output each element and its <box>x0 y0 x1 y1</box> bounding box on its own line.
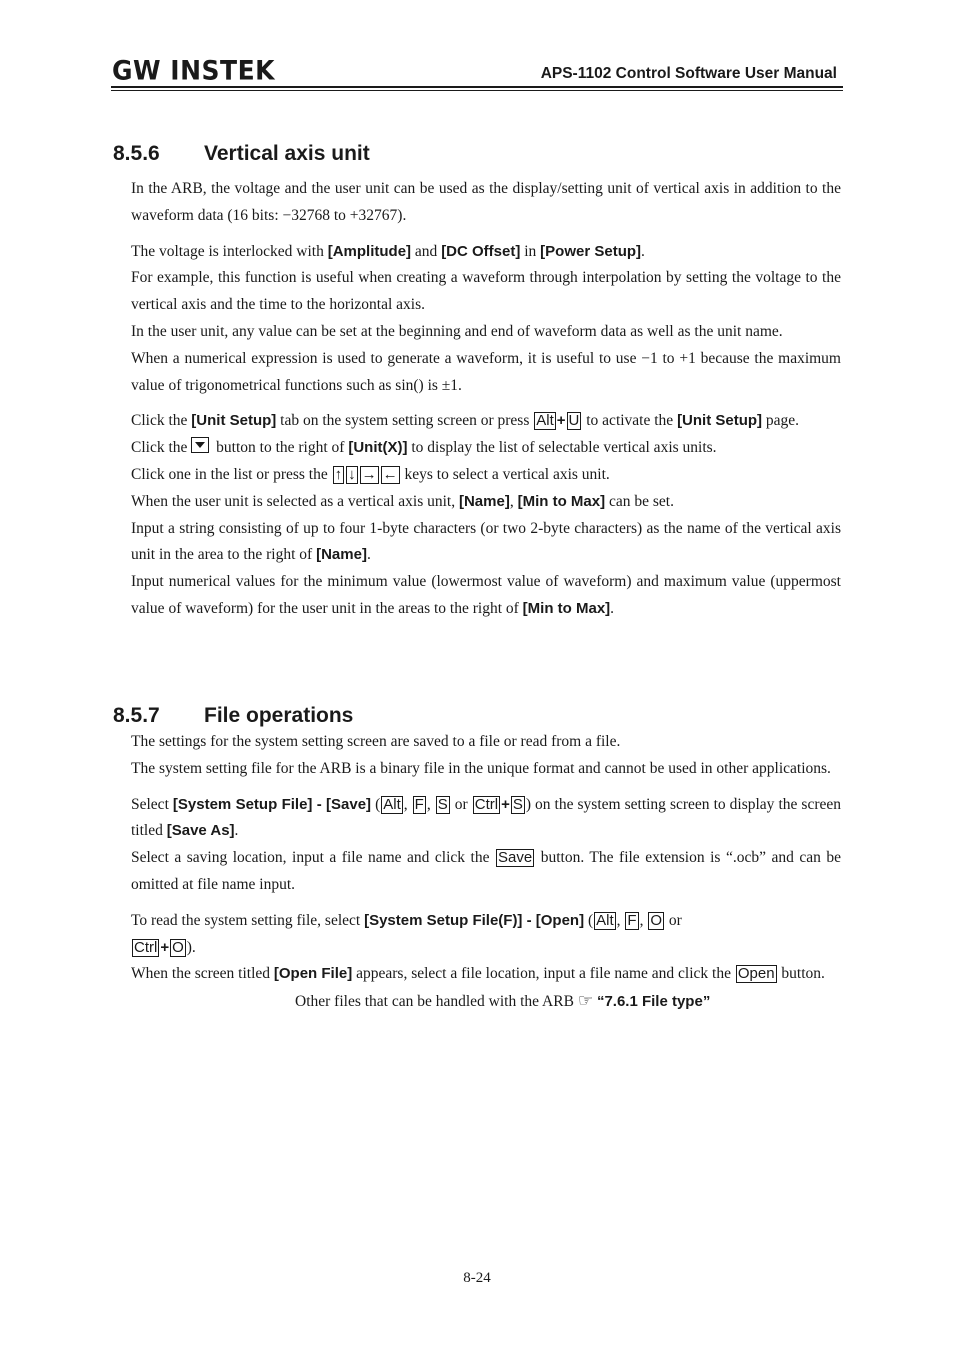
key-ctrl: Ctrl <box>474 795 499 813</box>
paragraph: When the user unit is selected as a vertical axis unit, [Name], [Min to Max] can be set. <box>131 492 674 510</box>
paragraph: Input numerical values for the minimum value (lowermost value of waveform) and maximum value (uppermost value of waveform) for the user unit in the areas to the right of [Min to Max]. <box>131 573 841 617</box>
paragraph: When a numerical expression is used to generate a waveform, it is useful to use −1 to +1 because the maximum value of trigonometrical functions such as sin() is ±1. <box>131 349 841 394</box>
key-o: O <box>172 938 184 956</box>
paragraph: Click one in the list or press the ↑ ↓ → ← keys to select a vertical axis unit. <box>131 465 610 483</box>
pointing-hand-icon: ☞ <box>577 991 594 1012</box>
arrow-up-key-icon: ↑ <box>334 465 343 483</box>
key-o: O <box>650 911 662 929</box>
page-number: 8-24 <box>463 1270 491 1286</box>
paragraph: The voltage is interlocked with [Amplitude] and [DC Offset] in [Power Setup]. <box>131 242 645 260</box>
paragraph: Input a string consisting of up to four 1-byte characters (or two 2-byte characters) as the name of the vertical axis unit in the area to the right of [Name]. <box>131 519 841 564</box>
key-u: U <box>568 412 580 430</box>
paragraph: Click the [Unit Setup] tab on the system setting screen or press Alt + U to activate the [Unit Setup] page. <box>131 412 800 430</box>
cross-reference: Other files that can be handled with the ARB ☞ “7.6.1 File type” <box>295 991 711 1012</box>
section-body-vertical-axis-unit <box>131 176 841 623</box>
paragraph: In the user unit, any value can be set at the beginning and end of waveform data as well as the unit name. <box>131 322 783 340</box>
key-alt: Alt <box>383 795 401 813</box>
paragraph: Select [System Setup File] - [Save] ( Alt , F , S or Ctrl + S ) on the system setting screen to display the screen titled [Save As]. <box>131 795 841 840</box>
paragraph: To read the system setting file, select [System Setup File(F)] - [Open] ( Alt , F , O or Ctrl + O ). <box>131 911 682 956</box>
paragraph: Click the button to the right of [Unit(X)] to display the list of selectable vertical axis units. <box>131 439 717 457</box>
arrow-down-key-icon: ↓ <box>348 465 356 483</box>
section-heading-file-operations: 8.5.7 File operations <box>113 704 354 727</box>
key-s: S <box>437 795 448 813</box>
paragraph: Select a saving location, input a file name and click the Save button. The file extension is “.ocb” and can be omitted at file name input. <box>131 849 841 893</box>
key-alt: Alt <box>536 412 554 430</box>
page-header <box>112 54 843 90</box>
open-button-label: Open <box>737 965 775 983</box>
header-rule-thick <box>111 86 843 88</box>
key-ctrl: Ctrl <box>134 938 158 956</box>
key-s: S <box>512 795 523 813</box>
key-f: F <box>414 795 424 813</box>
paragraph: The system setting file for the ARB is a binary file in the unique format and cannot be used in other applications. <box>131 759 831 777</box>
key-alt: Alt <box>596 911 614 929</box>
header-rule-thin <box>111 90 843 91</box>
key-f: F <box>627 911 637 929</box>
dropdown-arrow-icon <box>191 437 209 453</box>
arrow-left-key-icon: ← <box>382 465 398 483</box>
section-heading-vertical-axis-unit: 8.5.6 Vertical axis unit <box>113 142 370 165</box>
brand-logo: GW INSTEK <box>112 55 276 86</box>
paragraph: The settings for the system setting screen are saved to a file or read from a file. <box>131 733 621 750</box>
section-body-file-operations <box>131 729 841 1016</box>
save-button-label: Save <box>498 849 533 867</box>
manual-title: APS-1102 Control Software User Manual <box>540 65 837 82</box>
paragraph: For example, this function is useful when creating a waveform through interpolation by setting the voltage to the vertical axis and the time to the horizontal axis. <box>131 269 841 314</box>
arrow-right-key-icon: → <box>361 465 377 483</box>
paragraph: When the screen titled [Open File] appears, select a file location, input a file name and click the Open button. <box>131 965 825 983</box>
paragraph: In the ARB, the voltage and the user unit can be used as the display/setting unit of vertical axis in addition to the waveform data (16 bits: −32768 to +32767). <box>131 180 841 224</box>
